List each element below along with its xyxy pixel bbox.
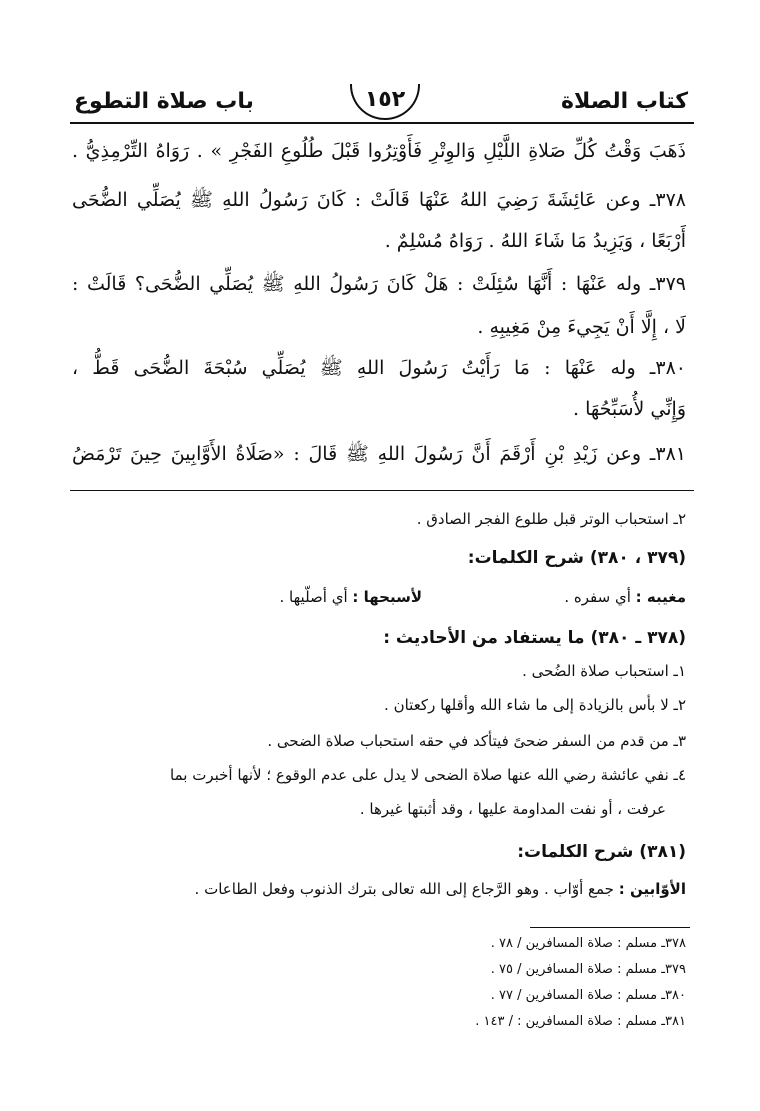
footnote: ٣٨٠ـ مسلم : صلاة المسافرين / ٧٧ . (490, 988, 686, 1003)
chapter-title: باب صلاة التطوع (74, 89, 254, 114)
footnote: ٣٨١ـ مسلم : صلاة المسافرين : / ١٤٣ . (475, 1014, 686, 1029)
word-def: أي أصلّيها . (279, 588, 348, 606)
footnote: ٣٧٨ـ مسلم : صلاة المسافرين / ٧٨ . (490, 936, 686, 951)
word-definition (564, 588, 686, 606)
hadith-line: لَا ، إِلَّا أَنْ يَجِيءَ مِنْ مَغِيبِهِ . (477, 316, 686, 338)
benefit-point: ٢ـ لا بأس بالزيادة إلى ما شاء الله وأقلها ركعتان . (384, 696, 686, 714)
benefit-point: ٤ـ نفي عائشة رضي الله عنها صلاة الضحى لا يدل على عدم الوقوع ؛ لأنها أخبرت بما (170, 766, 686, 784)
hadith-line: ٣٨٠ـ وله عَنْهَا : مَا رَأَيْتُ رَسُولَ اللهِ ﷺ يُصَلِّي سُبْحَةَ الضُّحَى قَطُّ ، (72, 357, 686, 379)
footnote-rule (530, 927, 690, 928)
hadith-line: ذَهَبَ وَقْتُ كُلِّ صَلاةِ اللَّيْلِ وَالوِتْرِ فَأَوْتِرُوا قَبْلَ طُلُوعِ الفَجْرِ » . رَوَاهُ التِّرْمِذِيُّ . (72, 140, 686, 162)
word-def: جمع أوّاب . وهو الرَّجاع إلى الله تعالى بترك الذنوب وفعل الطاعات . (194, 880, 614, 898)
benefits-heading: (٣٧٨ ـ ٣٨٠) ما يستفاد من الأحاديث : (383, 628, 686, 648)
hadith-line: وَإِنِّي لأُسَبِّحُهَا . (573, 398, 686, 420)
hadith-line: أَرْبَعًا ، وَيَزِيدُ مَا شَاءَ اللهُ . رَوَاهُ مُسْلِمٌ . (384, 230, 686, 252)
word-term: لأسبحها : (352, 588, 422, 606)
benefit-point: ٣ـ من قدم من السفر ضحىً فيتأكد في حقه استحباب صلاة الضحى . (267, 732, 686, 750)
word-term: الأوّابين : (618, 880, 686, 898)
hadith-line: ٣٧٩ـ وله عَنْهَا : أَنَّهَا سُئِلَتْ : هَلْ كَانَ رَسُولُ اللهِ ﷺ يُصَلِّي الضُّحَى؟ قَالَتْ : (72, 273, 686, 295)
benefit-point: ٢ـ استحباب الوتر قبل طلوع الفجر الصادق . (416, 510, 686, 528)
words-heading: (٣٨١) شرح الكلمات: (517, 842, 686, 862)
word-definition (195, 880, 686, 898)
word-definition (280, 588, 422, 606)
book-title: كتاب الصلاة (561, 89, 688, 114)
section-divider (70, 490, 694, 491)
word-term: مغيبه : (635, 588, 686, 606)
benefit-point: ١ـ استحباب صلاة الضُحى . (522, 662, 686, 680)
words-heading: (٣٧٩ ، ٣٨٠) شرح الكلمات: (467, 548, 686, 568)
word-def: أي سفره . (564, 588, 631, 606)
header-rule (70, 122, 694, 124)
hadith-line: ٣٨١ـ وعن زَيْدِ بْنِ أَرْقَمَ أَنَّ رَسُولَ اللهِ ﷺ قَالَ : «صَلَاةُ الأَوَّابِينَ حِينَ تَرْمَضُ (72, 443, 686, 465)
page-number: ١٥٢ (350, 84, 420, 120)
hadith-line: ٣٧٨ـ وعن عَائِشَةَ رَضِيَ اللهُ عَنْهَا قَالَتْ : كَانَ رَسُولُ اللهِ ﷺ يُصَلِّي الضُّحَى (72, 189, 686, 211)
benefit-point: عرفت ، أو نفت المداومة عليها ، وقد أثبتها غيرها . (359, 800, 666, 818)
footnote: ٣٧٩ـ مسلم : صلاة المسافرين / ٧٥ . (490, 962, 686, 977)
